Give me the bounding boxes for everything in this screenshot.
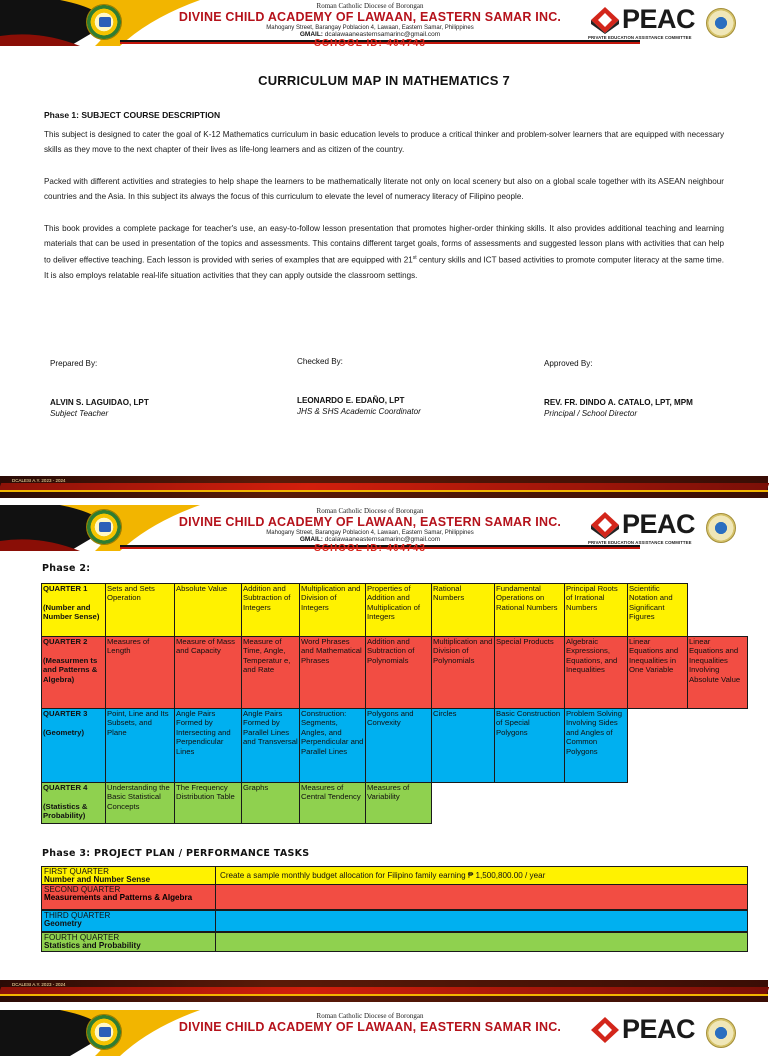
quarter-4-cell: QUARTER 4 (Statistics & Probability): [41, 782, 106, 824]
letterhead: [0, 0, 768, 49]
topic-sets-and-sets-operation: Sets and Sets Operation: [105, 583, 175, 637]
performance-quarter-1: FIRST QUARTER Number and Number Sense: [41, 866, 216, 885]
deped-seal-logo: [706, 513, 736, 543]
school-seal-logo: [86, 4, 122, 40]
school-gmail: GMAIL: dcalawaaneasternsamarinc@gmail.com: [299, 535, 441, 543]
phase1-heading: Phase 1: SUBJECT COURSE DESCRIPTION: [44, 110, 221, 120]
quarter-3-cell: QUARTER 3 (Geometry): [41, 708, 106, 783]
topic-construction-segments-angles-and-perpendicular-and-parallel-lines: Construction: Segments, Angles, and Perpendicular and Parallel Lines: [299, 708, 366, 783]
page-footer-band: DCALESI A.Y. 2023 - 2024: [0, 980, 768, 1002]
description-paragraph-3: This book provides a complete package for teacher's use, an easy-to-follow lesson presentation that promotes higher-order thinking skills. It also provides additional teaching and learning materials that can be used in presentation of the topics and assessments. This contains different target goals, forms of assessments and suggested lesson plans with activities that can help to deliver effective teaching. Each lesson is provided with series of examples that are equipped with 21st century skills and ICT based activities to promote computer literacy at the same time. It is also employs relatable real-life situation activities that they can apply outside the classroom settings.: [44, 224, 724, 280]
topic-polygons-and-convexity: Polygons and Convexity: [365, 708, 432, 783]
peac-diamond-icon: [590, 511, 620, 539]
performance-task-2: [215, 884, 748, 910]
peac-logo: PEAC PRIVATE EDUCATION ASSISTANCE COMMITTEE: [588, 4, 696, 40]
school-name: DIVINE CHILD ACADEMY OF LAWAAN, EASTERN SAMAR INC.: [178, 10, 562, 24]
topic-angle-pairs-formed-by-intersecting-and-perpendicular-lines: Angle Pairs Formed by Intersecting and Perpendicular Lines: [174, 708, 242, 783]
school-address: Mahogany Street, Barangay Poblacion 4, Lawaan, Eastern Samar, Philippines: [266, 24, 474, 31]
deped-seal-logo: [706, 1018, 736, 1048]
topic-circles: Circles: [431, 708, 495, 783]
topic-word-phrases-and-mathematical-phrases: Word Phrases and Mathematical Phrases: [299, 636, 366, 709]
quarter-1-cell: QUARTER 1 (Number and Number Sense): [41, 583, 106, 637]
topic-special-products: Special Products: [494, 636, 565, 709]
topic-fundamental-operations-on-rational-numbers: Fundamental Operations on Rational Numbers: [494, 583, 565, 637]
performance-task-1: Create a sample monthly budget allocation for Filipino family earning ₱ 1,500,800.00 / year: [215, 866, 748, 885]
diocese-line: Roman Catholic Diocese of Borongan: [316, 2, 424, 10]
topic-multiplication-and-division-of-polynomials: Multiplication and Division of Polynomials: [431, 636, 495, 709]
topic-absolute-value: Absolute Value: [174, 583, 242, 637]
topic-angle-pairs-formed-by-parallel-lines-and-transversal: Angle Pairs Formed by Parallel Lines and Transversal: [241, 708, 300, 783]
performance-task-4: [215, 932, 748, 952]
performance-task-3: [215, 910, 748, 932]
phase2-heading: Phase 2:: [42, 563, 91, 574]
peac-diamond-icon: [590, 6, 620, 34]
school-id: SCHOOL ID: 404743: [314, 543, 426, 554]
topic-principal-roots-of-irrational-numbers: Principal Roots of Irrational Numbers: [564, 583, 628, 637]
school-id: SCHOOL ID: 404743: [314, 38, 426, 49]
peac-logo: PEAC PRIVATE EDUCATION ASSISTANCE COMMITTEE: [588, 509, 696, 545]
page-footer-band: DCALESI A.Y. 2023 - 2024: [0, 476, 768, 498]
description-paragraph-1: This subject is designed to cater the goal of K-12 Mathematics curriculum in basic education levels to produce a critical thinker and problem-solver learners that are equipped with necessary skills as they move to the next chapter of their lives as life-long learners and as citizen of the country.: [44, 130, 724, 154]
deped-seal-logo: [706, 8, 736, 38]
letterhead: [0, 1010, 768, 1056]
performance-quarter-2: SECOND QUARTER Measurements and Patterns & Algebra: [41, 884, 216, 910]
peac-diamond-icon: [590, 1016, 620, 1044]
school-seal-logo: [86, 1014, 122, 1050]
topic-the-frequency-distribution-table: The Frequency Distribution Table: [174, 782, 242, 824]
page-title: CURRICULUM MAP IN MATHEMATICS 7: [258, 73, 510, 88]
school-address: Mahogany Street, Barangay Poblacion 4, Lawaan, Eastern Samar, Philippines: [266, 529, 474, 536]
school-name: DIVINE CHILD ACADEMY OF LAWAAN, EASTERN SAMAR INC.: [178, 515, 562, 529]
topic-multiplication-and-division-of-integers: Multiplication and Division of Integers: [299, 583, 366, 637]
topic-measure-of-mass-and-capacity: Measure of Mass and Capacity: [174, 636, 242, 709]
performance-quarter-4: FOURTH QUARTER Statistics and Probability: [41, 932, 216, 952]
diocese-line: Roman Catholic Diocese of Borongan: [316, 1012, 424, 1020]
phase3-heading: Phase 3: PROJECT PLAN / PERFORMANCE TASKS: [42, 848, 310, 859]
peac-logo: PEAC: [590, 1014, 700, 1054]
topic-linear-equations-and-inequalities-involving-absolute-value: Linear Equations and Inequalities Involving Absolute Value: [687, 636, 748, 709]
topic-basic-construction-of-special-polygons: Basic Construction of Special Polygons: [494, 708, 565, 783]
letterhead: [0, 505, 768, 554]
topic-properties-of-addition-and-multiplication-of-integers: Properties of Addition and Multiplication of Integers: [365, 583, 432, 637]
topic-addition-and-subtraction-of-polynomials: Addition and Subtraction of Polynomials: [365, 636, 432, 709]
topic-understanding-the-basic-statistical-concepts: Understanding the Basic Statistical Concepts: [105, 782, 175, 824]
topic-measures-of-length: Measures of Length: [105, 636, 175, 709]
topic-addition-and-subtraction-of-integers: Addition and Subtraction of Integers: [241, 583, 300, 637]
quarter-2-cell: QUARTER 2 (Measurmen ts and Patterns & Algebra): [41, 636, 106, 709]
topic-algebraic-expressions-equations-and-inequalities: Algebraic Expressions, Equations, and Inequalities: [564, 636, 628, 709]
topic-measures-of-variability: Measures of Variability: [365, 782, 432, 824]
school-seal-logo: [86, 509, 122, 545]
topic-rational-numbers: Rational Numbers: [431, 583, 495, 637]
school-name: DIVINE CHILD ACADEMY OF LAWAAN, EASTERN SAMAR INC.: [178, 1020, 562, 1034]
performance-quarter-3: THIRD QUARTER Geometry: [41, 910, 216, 932]
topic-linear-equations-and-inequalities-in-one-variable: Linear Equations and Inequalities in One Variable: [627, 636, 688, 709]
topic-measure-of-time-angle-temperatur-e-and-rate: Measure of Time, Angle, Temperatur e, and Rate: [241, 636, 300, 709]
topic-problem-solving-involving-sides-and-angles-of-common-polygons: Problem Solving Involving Sides and Angles of Common Polygons: [564, 708, 628, 783]
school-gmail: GMAIL: dcalawaaneasternsamarinc@gmail.com: [299, 30, 441, 38]
topic-point-line-and-its-subsets-and-plane: Point, Line and Its Subsets, and Plane: [105, 708, 175, 783]
topic-graphs: Graphs: [241, 782, 300, 824]
diocese-line: Roman Catholic Diocese of Borongan: [316, 507, 424, 515]
topic-scientific-notation-and-significant-figures: Scientific Notation and Significant Figures: [627, 583, 688, 637]
topic-measures-of-central-tendency: Measures of Central Tendency: [299, 782, 366, 824]
description-paragraph-2: Packed with different activities and strategies to help shape the learners to be mathematically literate not only on local scenery but also on a global scale together with its ASEAN neighbour countries and the Asia. In this subject its always the focus of this curriculum to elevate the level of numeracy literacy of Filipino people.: [44, 177, 724, 201]
